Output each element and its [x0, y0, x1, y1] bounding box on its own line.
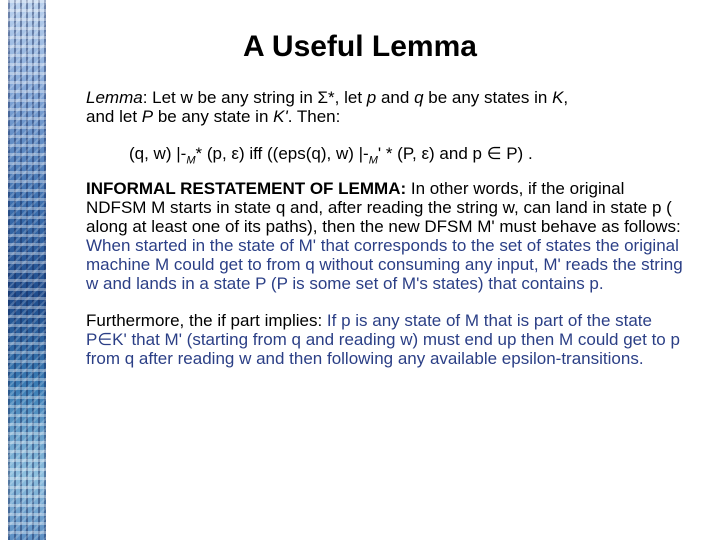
slide-content	[86, 88, 686, 368]
lemma-statement: Lemma: Let w be any string in Σ*, let p and q be any states in K, and let P be any state in K'. Then:	[86, 88, 569, 126]
furthermore-paragraph: Furthermore, the if part implies: If p is any state of M that is part of the state P∈K' that M' (starting from q and reading w) must end up then M could get to p from q after reading w and then following any available epsilon-transitions.	[86, 311, 680, 368]
informal-blue-text: When started in the state of M' that corresponds to the set of states the original machine M could get to from q without consuming any input, M' reads the string w and lands in a state P (P is some set of M's states) that contains p.	[86, 236, 683, 293]
decorative-side-strip	[8, 0, 46, 540]
slide-title: A Useful Lemma	[243, 30, 477, 63]
informal-restatement: INFORMAL RESTATEMENT OF LEMMA: In other words, if the original NDFSM M starts in state q and, after reading the string w, can land in state p ( along at least one of its paths), then the new DFSM M' must behave as follows: When started in the state of M' that corresponds to the set of states the original machine M could get to from q without consuming any input, M' reads the string w and lands in a state P (P is some set of M's states) that contains p.	[86, 179, 683, 293]
lemma-formula: (q, w) $|-_M*$ (p, ε) iff ((eps(q), w) $|-_M' * (P$, ε) and p ∈ P) .	[129, 144, 533, 167]
informal-heading: INFORMAL RESTATEMENT OF LEMMA:	[86, 179, 407, 198]
